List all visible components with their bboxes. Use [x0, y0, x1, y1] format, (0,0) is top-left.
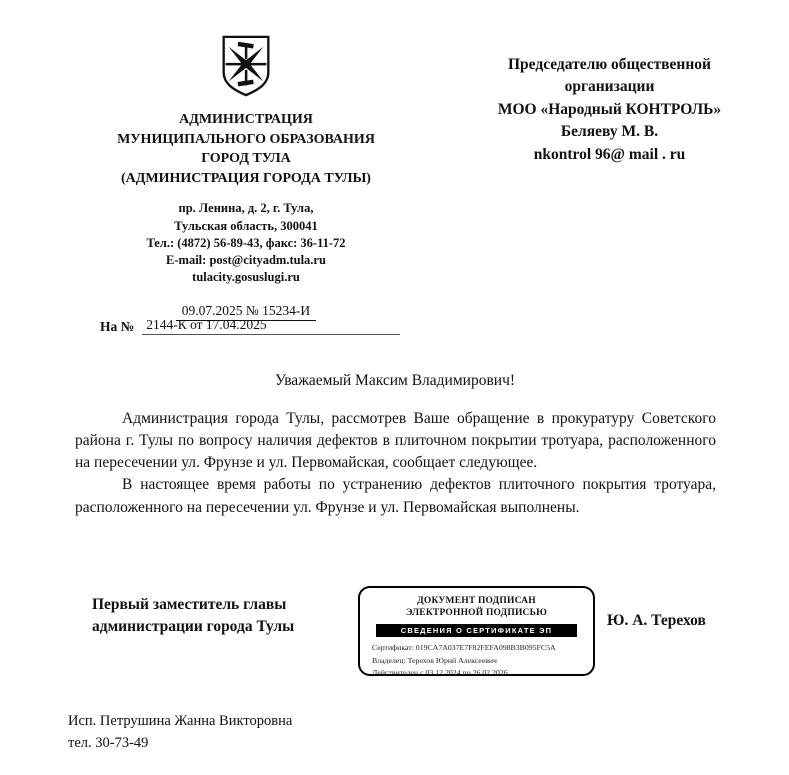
- executor-name: Исп. Петрушина Жанна Викторовна: [68, 713, 293, 729]
- addressee-line: Беляеву М. В.: [560, 123, 659, 141]
- stamp-title-line: ЭЛЕКТРОННОЙ ПОДПИСЬЮ: [405, 608, 547, 619]
- letter-body: [75, 408, 716, 519]
- org-name-line: (АДМИНИСТРАЦИЯ ГОРОДА ТУЛЫ): [121, 170, 371, 186]
- signer-position: [92, 594, 372, 639]
- org-name-line: ГОРОД ТУЛА: [201, 151, 291, 167]
- addressee-line: Председателю общественной: [508, 56, 711, 73]
- body-paragraph: В настоящее время работы по устранению дефектов плиточного покрытия тротуара, расположенного на пересечении ул. Фрунзе и ул. Первомайская выполнены.: [75, 476, 716, 516]
- outgoing-reference: 09.07.2025 № 15234-И: [176, 303, 316, 321]
- address-line: пр. Ленина, д. 2, г. Тула,: [178, 201, 314, 216]
- addressee-line: МОО «Народный КОНТРОЛЬ»: [497, 100, 722, 118]
- salutation: Уважаемый Максим Владимирович!: [274, 372, 516, 389]
- address-line: Тульская область, 300041: [174, 218, 318, 233]
- executor-block: [68, 710, 292, 755]
- incoming-reference-value: 2144-К от 17.04.2025: [142, 317, 400, 335]
- address-line: Тел.: (4872) 56-89-43, факс: 36-11-72: [146, 235, 346, 250]
- stamp-certificate-bar: СВЕДЕНИЯ О СЕРТИФИКАТЕ ЭП: [376, 624, 577, 638]
- stamp-title: [368, 595, 585, 620]
- tula-coat-of-arms-icon: [213, 33, 279, 99]
- org-name: [85, 110, 407, 188]
- org-name-line: МУНИЦИПАЛЬНОГО ОБРАЗОВАНИЯ: [117, 131, 375, 147]
- addressee-block: [437, 54, 782, 166]
- stamp-owner: Владелец: Терехов Юрий Алексеевич: [372, 655, 497, 665]
- address-line: E-mail: post@cityadm.tula.ru: [166, 253, 326, 268]
- signer-name: Ю. А. Терехов: [607, 612, 706, 629]
- electronic-signature-stamp: [358, 586, 595, 676]
- stamp-validity: Действителен с 03.12.2024 по 26.02.2026: [372, 668, 508, 678]
- stamp-details: [372, 642, 585, 679]
- incoming-reference-row: [100, 317, 400, 335]
- letterhead-left-column: [85, 33, 407, 321]
- addressee-line: организации: [564, 78, 655, 96]
- org-name-line: АДМИНИСТРАЦИЯ: [179, 112, 313, 127]
- executor-phone: тел. 30-73-49: [68, 735, 149, 752]
- incoming-reference-label: На №: [100, 319, 135, 334]
- signer-position-line: администрации города Тулы: [92, 618, 295, 636]
- body-paragraph: Администрация города Тулы, рассмотрев Ваше обращение в прокуратуру Советского района г. Тулы по вопросу наличия дефектов в плиточном покрытии тротуара, расположенного на пересечении ул. Фрунзе и ул. Первомайская, сообщает следующее.: [75, 410, 716, 472]
- stamp-certificate-number: Сертификат: 019CA7A037E7F82FEFA098B3B095FC5A: [372, 643, 556, 653]
- stamp-title-line: ДОКУМЕНТ ПОДПИСАН: [417, 596, 536, 606]
- address-line: tulacity.gosuslugi.ru: [192, 270, 300, 285]
- org-address-block: [85, 200, 407, 286]
- addressee-line: nkontrol 96@ mail . ru: [533, 145, 686, 163]
- signer-position-line: Первый заместитель главы: [92, 596, 287, 613]
